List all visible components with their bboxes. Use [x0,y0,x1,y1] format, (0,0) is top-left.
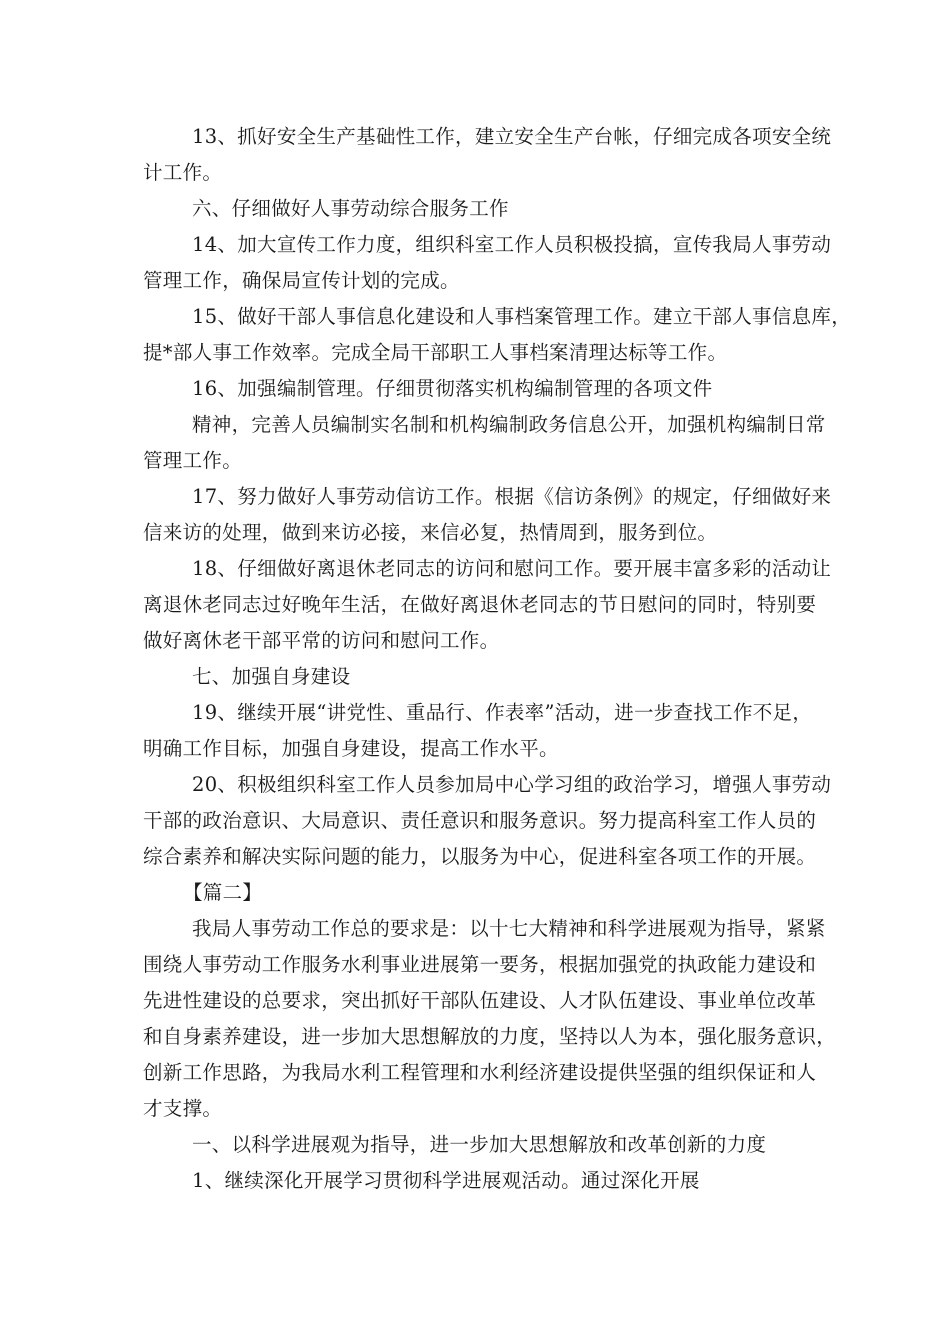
text-line: 计工作。 [143,161,223,184]
text-line: 我局人事劳动工作总的要求是：以十七大精神和科学进展观为指导，紧紧 [192,917,826,940]
text-line: 明确工作目标，加强自身建设，提高工作水平。 [143,737,559,760]
text-line: 18、仔细做好离退休老同志的访问和慰问工作。要开展丰富多彩的活动让 [192,557,832,580]
text-line: 19、继续开展“讲党性、重品行、作表率”活动，进一步查找工作不足， [192,701,813,724]
text-line: 信来访的处理，做到来访必接，来信必复，热情周到，服务到位。 [143,521,718,544]
text-line: 围绕人事劳动工作服务水利事业进展第一要务，根据加强党的执政能力建设和 [143,953,817,976]
text-line: 1、继续深化开展学习贯彻科学进展观活动。通过深化开展 [192,1169,700,1192]
section-heading: 六、仔细做好人事劳动综合服务工作 [192,197,509,220]
text-line: 综合素养和解决实际问题的能力，以服务为中心，促进科室各项工作的开展。 [143,845,817,868]
section-heading: 一、以科学进展观为指导，进一步加大思想解放和改革创新的力度 [192,1133,767,1156]
text-line: 14、加大宣传工作力度，组织科室工作人员积极投搞，宣传我局人事劳动 [192,233,832,256]
text-line: 15、做好干部人事信息化建设和人事档案管理工作。建立干部人事信息库， [192,305,852,328]
part-heading: 【篇二】 [183,881,263,904]
text-line: 创新工作思路，为我局水利工程管理和水利经济建设提供坚强的组织保证和人 [143,1061,817,1084]
text-line: 精神，完善人员编制实名制和机构编制政务信息公开，加强机构编制日常 [192,413,826,436]
text-line: 提*部人事工作效率。完成全局干部职工人事档案清理达标等工作。 [143,341,728,364]
text-line: 离退休老同志过好晚年生活，在做好离退休老同志的节日慰问的同时，特别要 [143,593,817,616]
text-line: 16、加强编制管理。仔细贯彻落实机构编制管理的各项文件 [192,377,713,400]
text-line: 和自身素养建设，进一步加大思想解放的力度，坚持以人为本，强化服务意识， [143,1025,837,1048]
text-line: 管理工作。 [143,449,243,472]
text-line: 20、积极组织科室工作人员参加局中心学习组的政治学习，增强人事劳动 [192,773,832,796]
text-line: 才支撑。 [143,1097,223,1120]
text-line: 13、抓好安全生产基础性工作，建立安全生产台帐，仔细完成各项安全统 [192,125,832,148]
text-line: 干部的政治意识、大局意识、责任意识和服务意识。努力提高科室工作人员的 [143,809,817,832]
text-line: 做好离休老干部平常的访问和慰问工作。 [143,629,500,652]
text-line: 先进性建设的总要求，突出抓好干部队伍建设、人才队伍建设、事业单位改革 [143,989,817,1012]
text-line: 17、努力做好人事劳动信访工作。根据《信访条例》的规定，仔细做好来 [192,485,832,508]
section-heading: 七、加强自身建设 [192,665,351,688]
text-line: 管理工作，确保局宣传计划的完成。 [143,269,460,292]
